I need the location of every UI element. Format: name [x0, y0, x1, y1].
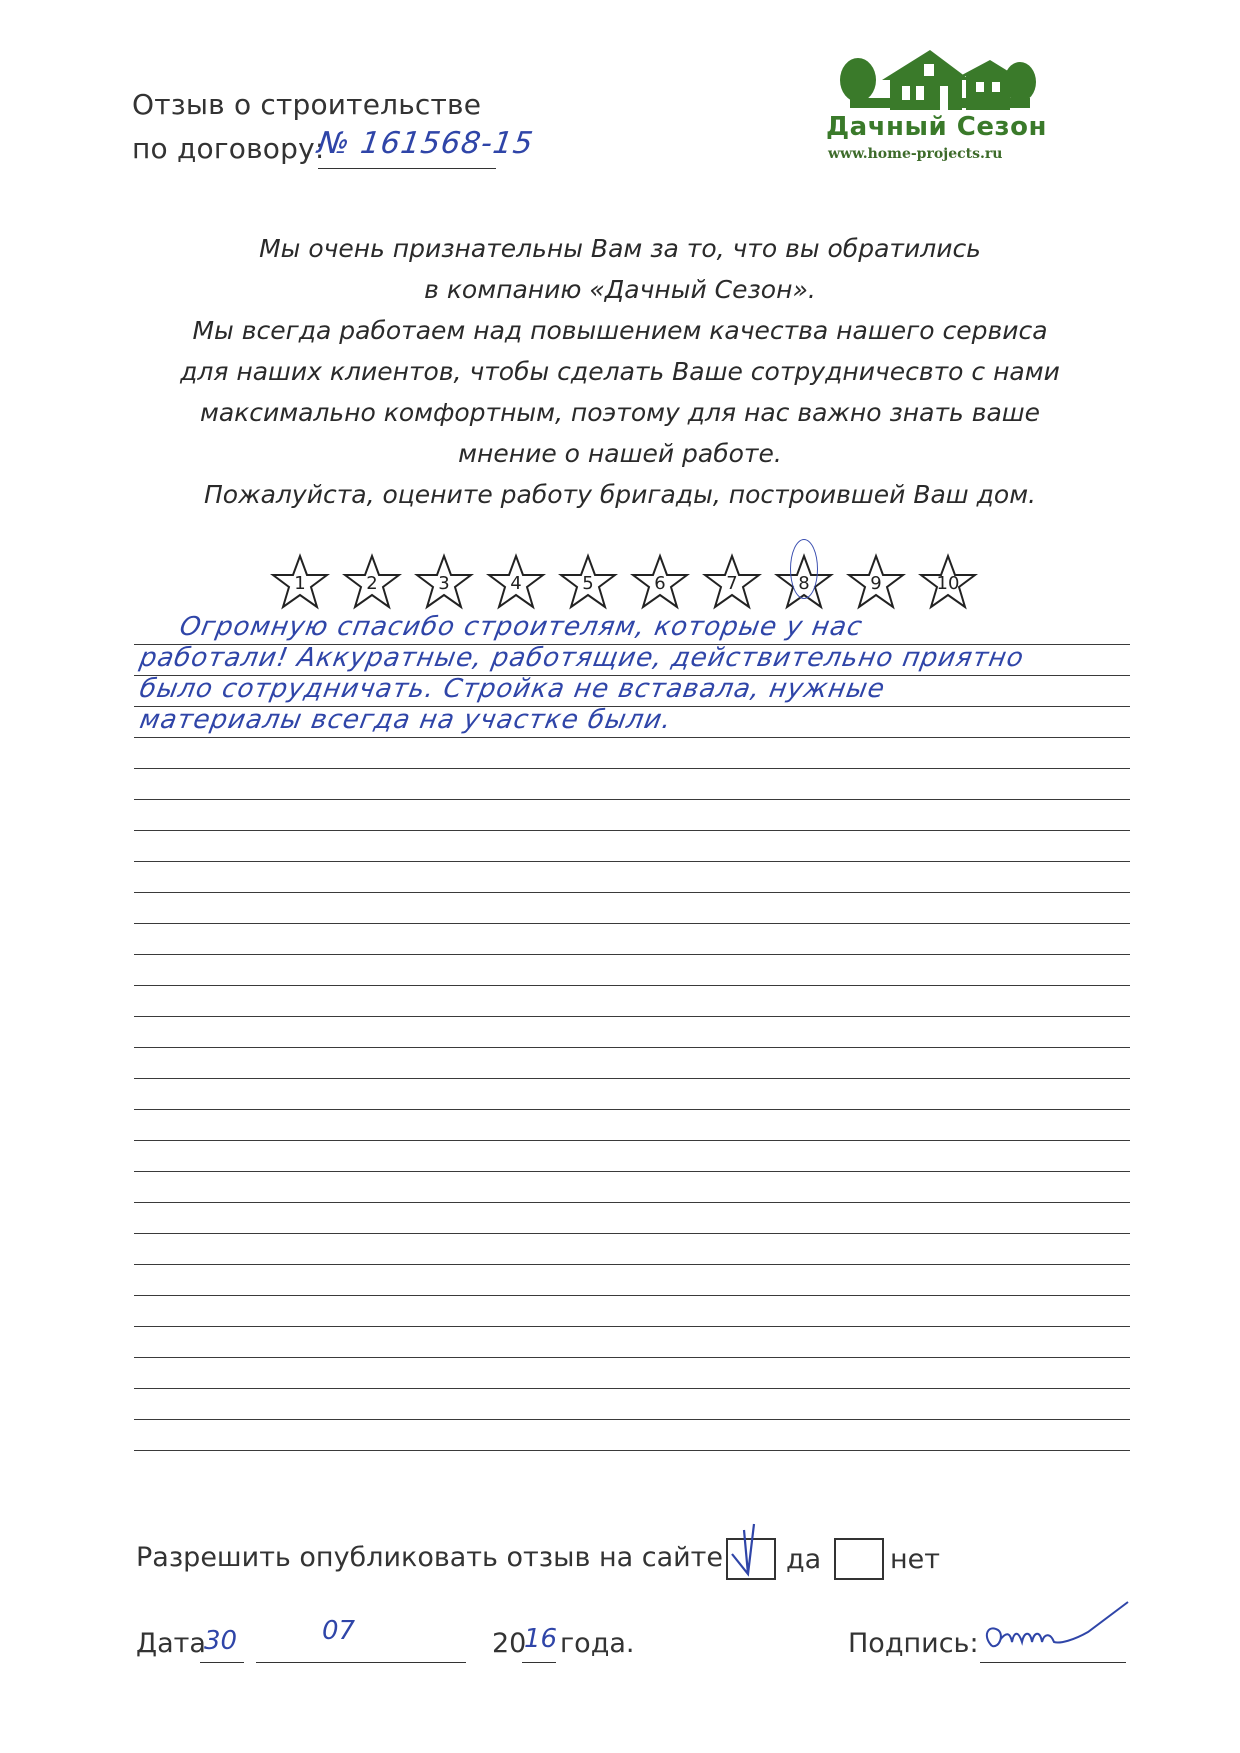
date-day-field[interactable]: 30 [204, 1626, 238, 1656]
form-title: Отзыв о строительстве [132, 88, 482, 121]
intro-line: Мы очень признательны Вам за то, что вы обратились [259, 234, 981, 263]
signature-label: Подпись: [848, 1628, 979, 1659]
ruled-line [134, 1171, 1130, 1172]
intro-paragraph [150, 228, 1090, 515]
ruled-line [134, 1078, 1130, 1079]
publish-no-label: нет [890, 1544, 940, 1575]
publish-yes-label: да [786, 1544, 822, 1575]
ruled-line [134, 1419, 1130, 1420]
date-month-line [256, 1662, 466, 1663]
rating-star-4[interactable] [486, 553, 546, 613]
ruled-line [134, 1295, 1130, 1296]
year-prefix: 20 [492, 1628, 527, 1659]
intro-line: максимально комфортным, поэтому для нас важно знать ваше [199, 398, 1041, 427]
ruled-line [134, 1047, 1130, 1048]
rating-star-1[interactable] [270, 553, 330, 613]
date-year-field[interactable]: 16 [524, 1624, 558, 1654]
ruled-line [134, 861, 1130, 862]
ruled-line [134, 1357, 1130, 1358]
rating-star-5[interactable] [558, 553, 618, 613]
checkmark-icon [724, 1520, 780, 1580]
date-day-line [200, 1662, 244, 1663]
star-number: 8 [798, 573, 810, 594]
ruled-line [134, 1388, 1130, 1389]
rating-star-8[interactable] [774, 553, 834, 613]
intro-line: для наших клиентов, чтобы сделать Ваше сотрудничесвто с нами [180, 357, 1060, 386]
publish-no-checkbox[interactable] [834, 1538, 884, 1580]
ruled-line [134, 768, 1130, 769]
star-number: 4 [510, 573, 522, 594]
rating-star-9[interactable] [846, 553, 906, 613]
review-text-line[interactable]: Огромную спасибо строителям, которые у нас [177, 612, 866, 642]
star-number: 9 [870, 573, 882, 594]
intro-line: в компанию «Дачный Сезон». [424, 275, 816, 304]
date-month-field[interactable]: 07 [322, 1616, 356, 1646]
star-number: 10 [936, 573, 960, 594]
ruled-line [134, 1450, 1130, 1451]
star-number: 5 [582, 573, 594, 594]
contract-number-line [318, 168, 496, 169]
publish-permission-label: Разрешить опубликовать отзыв на сайте [136, 1542, 723, 1573]
ruled-line [134, 1233, 1130, 1234]
ruled-line [134, 830, 1130, 831]
intro-line: Мы всегда работаем над повышением качества нашего сервиса [192, 316, 1048, 345]
star-rating [270, 553, 990, 615]
ruled-line [134, 1202, 1130, 1203]
review-text-line[interactable]: было сотрудничать. Стройка не вставала, нужные [137, 674, 888, 704]
contract-label: по договору: [132, 132, 325, 165]
ruled-line [134, 799, 1130, 800]
year-suffix-label: года. [560, 1628, 635, 1659]
ruled-line [134, 737, 1130, 738]
ruled-line [134, 954, 1130, 955]
brand-url[interactable]: www.home-projects.ru [828, 146, 1003, 162]
date-year-line [522, 1662, 556, 1663]
date-label: Дата [136, 1628, 206, 1659]
ruled-line [134, 1140, 1130, 1141]
review-text-line[interactable]: работали! Аккуратные, работящие, действительно приятно [137, 643, 1027, 673]
ruled-line [134, 1016, 1130, 1017]
brand-name: Дачный Сезон [826, 112, 1047, 142]
ruled-line [134, 892, 1130, 893]
intro-line: Пожалуйста, оцените работу бригады, построившей Ваш дом. [204, 480, 1036, 509]
rating-star-3[interactable] [414, 553, 474, 613]
contract-number-handwritten[interactable]: № 161568-15 [315, 126, 536, 161]
ruled-line [134, 985, 1130, 986]
star-number: 3 [438, 573, 450, 594]
rating-star-2[interactable] [342, 553, 402, 613]
star-number: 1 [294, 573, 306, 594]
star-number: 6 [654, 573, 666, 594]
ruled-line [134, 923, 1130, 924]
review-text-line[interactable]: материалы всегда на участке были. [137, 705, 675, 735]
rating-star-7[interactable] [702, 553, 762, 613]
ruled-line [134, 1109, 1130, 1110]
rating-star-10[interactable] [918, 553, 978, 613]
ruled-line [134, 1264, 1130, 1265]
star-number: 2 [366, 573, 378, 594]
selected-star-circle [790, 539, 818, 599]
star-number: 7 [726, 573, 738, 594]
ruled-line [134, 1326, 1130, 1327]
handwritten-signature[interactable] [978, 1596, 1138, 1666]
intro-line: мнение о нашей работе. [458, 439, 782, 468]
rating-star-6[interactable] [630, 553, 690, 613]
